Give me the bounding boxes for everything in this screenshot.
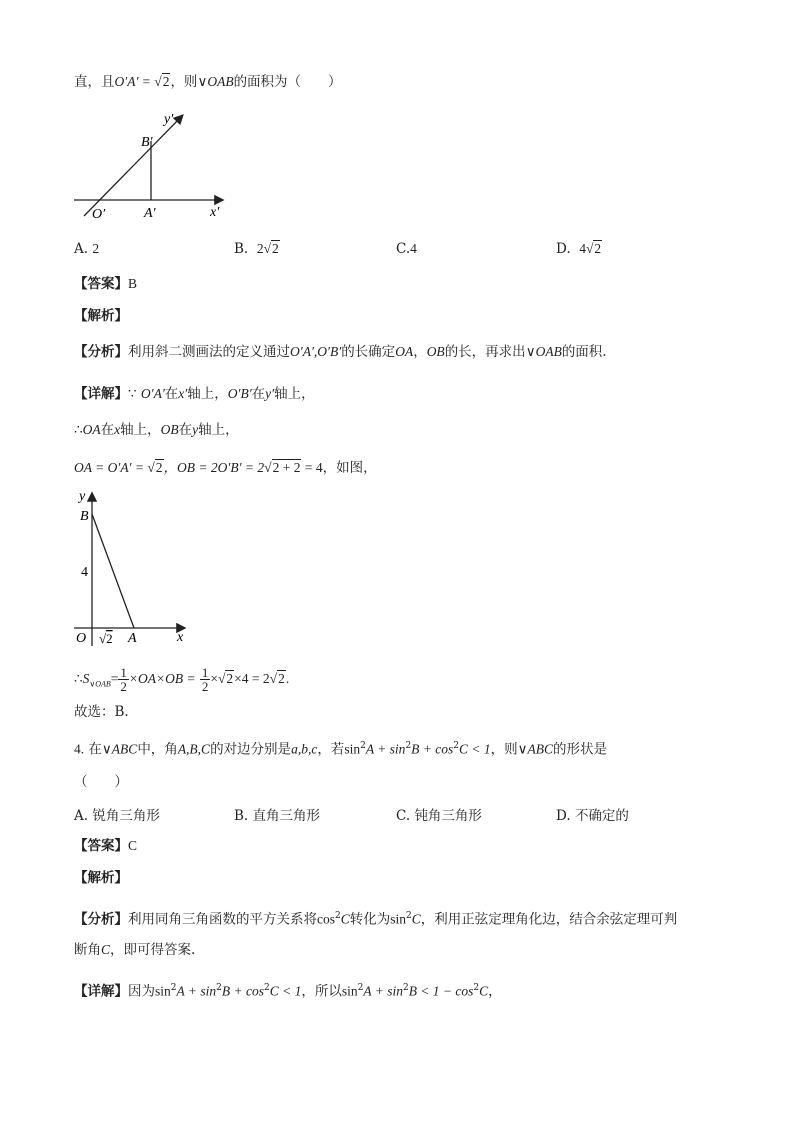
q3-option-c[interactable]: C.4 <box>396 241 417 257</box>
figure-oblique-axes <box>70 108 240 223</box>
q4-option-b[interactable]: B. 直角三角形 <box>234 808 321 824</box>
q4-xiangjie: 【详解】因为$\sin^2A + \sin^2B + \cos^2C < 1$，所以$\sin^2A + \sin^2B < 1 - \cos^2C$， <box>74 983 502 1000</box>
q3-option-d[interactable]: D. 4√2 <box>556 241 602 257</box>
q3-choose: 故选：B. <box>74 704 129 720</box>
q3-fenxi: 【分析】利用斜二测画法的定义通过O′A′,O′B′的长确定OA，OB的长，再求出∨OAB的面积. <box>74 344 607 360</box>
q3-area-formula: $\therefore S_{\vee OAB}=$ $\frac{1}{2}$ ×OA×OB = $\frac{1}{2}$ ×√2×4 = 2√2. <box>74 665 290 694</box>
q4-analysis-heading: 【解析】 <box>74 870 128 886</box>
label-a-prime: A′ <box>144 206 156 221</box>
label-o-prime: O′ <box>92 207 106 222</box>
q3-option-a[interactable]: A. 2 <box>74 241 100 257</box>
sqrt-2: √2 <box>154 74 170 89</box>
label-sqrt2: √2 <box>99 631 113 646</box>
label-b: B <box>80 509 89 524</box>
q3-answer: 【答案】B <box>74 276 138 292</box>
q4-stem: 4. 在∨ABC中，角A,B,C的对边分别是a,b,c，若$\sin^2A + \sin^2B + \cos^2C < 1$，则∨ABC的形状是 <box>74 741 608 758</box>
segment-b-a <box>92 514 134 628</box>
q3-analysis-heading: 【解析】 <box>74 308 128 324</box>
label-a: A <box>128 631 137 646</box>
q4-option-c[interactable]: C. 钝角三角形 <box>396 808 482 824</box>
q3-stem: 直，且O′A′ = √2，则∨OAB的面积为（ ） <box>74 74 342 90</box>
q3-xiangjie-line1: 【详解】∵ O′A′在x′轴上，O′B′在y′轴上， <box>74 386 315 402</box>
figure-triangle-oab <box>72 486 196 648</box>
q4-paren: （ ） <box>74 774 128 790</box>
q3-xiangjie-line2: ∴OA在x轴上，OB在y轴上， <box>74 422 239 438</box>
label-y-prime: y′ <box>164 112 174 127</box>
label-x-prime: x′ <box>210 205 220 220</box>
label-y: y <box>79 489 86 504</box>
q4-fenxi-line2: 断角C，即可得答案. <box>74 942 196 958</box>
q4-fenxi-line1: 【分析】利用同角三角函数的平方关系将$\cos^2C$转化为$\sin^2C$，利用正弦定理角化边，结合余弦定理可判 <box>74 911 678 928</box>
q4-answer: 【答案】C <box>74 838 138 854</box>
q3-option-b[interactable]: B. 2√2 <box>234 241 279 257</box>
label-o: O <box>76 631 87 646</box>
y-prime-axis <box>84 116 182 216</box>
label-b-prime: B′ <box>141 135 153 150</box>
q4-option-a[interactable]: A. 锐角三角形 <box>74 808 160 824</box>
label-four: 4 <box>81 565 88 580</box>
q4-option-d[interactable]: D. 不确定的 <box>556 808 629 824</box>
q3-xiangjie-line3: OA = O′A′ = √2，OB = 2O′B′ = 2√2 + 2 = 4，如图， <box>74 460 377 476</box>
label-x: x <box>177 630 184 645</box>
